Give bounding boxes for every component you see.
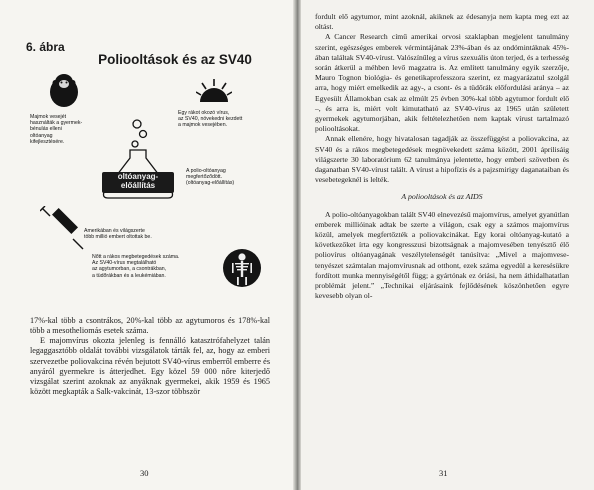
monkey-icon bbox=[44, 70, 84, 110]
figure-label: 6. ábra bbox=[26, 40, 65, 54]
figure-title: Poliooltások és az SV40 bbox=[98, 52, 252, 67]
flask-note: A polio-oltóanyag megfertőződött. (oltóanyag-előállítás) bbox=[186, 168, 235, 187]
right-paragraph-2: A Cancer Research című amerikai orvosi szaklapban megjelent tanulmány szerint, egészséges emberek vérmintájának 23%-ában és az ondómintáknak 45%-ában találtak SV40-vírust. Valószínűleg a vírus szexuális úton terjed, és a terhesség során átkerül a méhben levő magzatra is. Az említett tanulmány egyik szerzője, Mauro Tognon biológia- és genetikaprofesszora szerint, ez magyarázatul szolgál arra, hogy miért emelkedik az agy-, a csont- és a tüdőrák előfordulási aránya – az Egyesült Államokban csak az elmúlt 25 évben 30%-kal több agytumor fordult elő –, és arra is, miért volt kimutatható az SV40-vírus az 1965 után született gyermekek agytumorjában, akik feltételezhetően nem kaptak vírust tartalmazó poliooltásokat. bbox=[315, 32, 569, 134]
right-paragraph-3: Annak ellenére, hogy hivatalosan tagadják az összefüggést a poliovakcina, az SV40 és a rákos megbetegedések megnövekedett száma között, 2001 áprilisáig világszerte 30 laboratórium 62 tanulmánya jelentette, hogy emberi szövetben és daganatban SV40-vírust talált. A vírust a hipofízis és a pajzsmirigy daganataiban és vesebetegeknél is lelték. bbox=[315, 134, 569, 185]
section-heading: A poliooltások és az AIDS bbox=[401, 192, 483, 202]
syringe-icon bbox=[40, 206, 84, 250]
right-paragraph-1: fordult elő agytumor, mint azoknál, akiknek az édesanyja nem kapta meg ezt az oltást. bbox=[315, 12, 569, 32]
virus-note: Egy rákot okozó vírus, az SV40, növekedni kezdett a majmok vesejében. bbox=[178, 110, 243, 129]
skeleton-icon bbox=[222, 248, 262, 288]
skeleton-note: Nőtt a rákos megbetegedések száma. Az SV40-vírus megtalálható az agytumorban, a csontrákban, a tüdőrákban és a leukémiában. bbox=[92, 254, 180, 279]
monkey-note: Majmok vesejét használták a gyermek- bénulás elleni oltóanyag kifejlesztésére. bbox=[30, 114, 83, 145]
right-body-text bbox=[315, 12, 569, 301]
left-paragraph-1: 17%-kal több a csontrákos, 20%-kal több az agytumoros és 178%-kal több a mesotheliomás esetek száma. bbox=[30, 316, 270, 336]
left-page-number: 30 bbox=[140, 468, 149, 478]
left-paragraph-2: E majomvírus okozta jelenleg is fennálló katasztrófahelyzet talán legaggasztóbb oldalát további vizsgálatok tárták fel, az, hogy az emberi szervezetbe poliovakcina révén bejutott SV40-vírus emberről emberre és anyáról gyermekre is átterjedhet. Egy közel 59 000 nőre kiterjedő vizsgálat szerint azoknak az anyáknak gyermekei, akik 1959 és 1965 között megkapták a Salk-vakcinát, 13-szor többször bbox=[30, 336, 270, 397]
syringe-note: Amerikában és világszerte több millió embert oltottak be. bbox=[84, 228, 152, 241]
right-page bbox=[301, 0, 594, 490]
right-paragraph-4: A polio-oltóanyagokban talált SV40 elnevezésű majomvírus, amelyet gyanútlan emberek millióinak adtak be szerte a világon, csak egy a számos majomvírus közül, amelyek megfertőzték a poliovakcinákat. Egy korai oltóanyag-kutató a következőket írta egy kongresszusi bizottságnak a majomvesében tenyésztő élő poliovírus oltóanyagának veszélytelenségét tanúsítva: „Mivel a majomvese-tenyészet számtalan majomvírusnak ad otthont, ezek száma egyedül a keresésükre fordított munka mennyiségétől függ; a gyártónak ez óriási, ha nem áthidalhatatlan problémát jelent.” „Technikai eljárásaink fejlődésének köszönhetően egyre kevesebb olyan ol- bbox=[315, 209, 569, 301]
right-page-number: 31 bbox=[439, 468, 448, 478]
flask-label: oltóanyag- előállítás bbox=[117, 172, 159, 190]
left-body-text bbox=[30, 316, 270, 397]
virus-sun-icon bbox=[196, 78, 232, 104]
book-gutter bbox=[293, 0, 301, 490]
left-page bbox=[0, 0, 293, 490]
